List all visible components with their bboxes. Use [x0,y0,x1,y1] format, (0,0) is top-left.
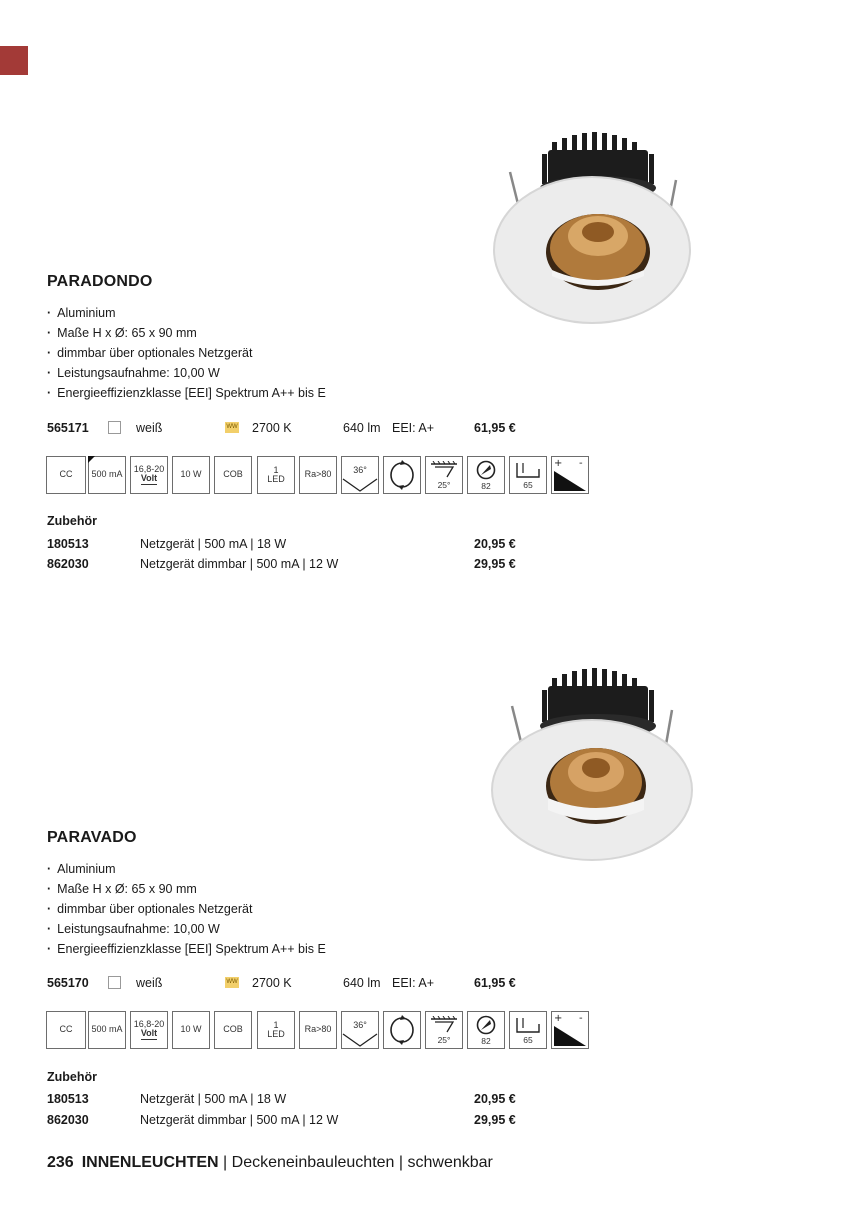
accessory-row [47,554,527,574]
tilt-label: 25° [437,479,451,490]
accessory-code: 862030 [47,557,89,571]
led-count: 1 [273,1019,279,1030]
power-label: 10 W [180,1024,202,1035]
page-footer [47,1152,493,1174]
feature-item: · Aluminium [47,859,326,879]
led-label: LED [267,1029,285,1039]
ugr-label: 82 [481,1035,491,1046]
cc-label: CC [59,469,73,480]
chip-label: COB [223,469,243,480]
color-swatch [108,421,121,434]
voltage-range: 16,8-20 [133,1018,165,1029]
power-icon [172,1011,210,1049]
ugr-icon [467,456,505,494]
feature-item: · Leistungsaufnahme: 10,00 W [47,919,326,939]
variant-row [47,418,527,438]
product-title: PARADONDO [47,273,153,290]
led-count-icon [257,456,295,494]
color-temperature: 2700 K [252,976,292,990]
luminous-flux: 640 lm [343,421,381,435]
depth-label: 65 [523,479,533,490]
accessory-description: Netzgerät | 500 mA | 18 W [140,537,287,551]
warm-white-badge: WW [225,422,239,433]
accessory-description: Netzgerät dimmbar | 500 mA | 12 W [140,557,339,571]
cri-icon [299,1011,337,1049]
beam-angle-icon [341,1011,379,1049]
luminous-flux: 640 lm [343,976,381,990]
svg-text:-: - [579,458,583,469]
depth-icon [509,1011,547,1049]
current-icon [88,456,126,494]
cob-chip-icon [214,456,252,494]
section-name: INNENLEUCHTEN [81,1154,219,1171]
depth-label: 65 [523,1034,533,1045]
energy-class: EEI: A+ [392,421,435,435]
beam-angle-icon [341,456,379,494]
product-image-paradondo [490,130,710,340]
tilt-angle-icon [425,456,463,494]
voltage-icon [130,456,168,494]
category-name: Deckeneinbauleuchten [231,1154,395,1171]
cri-label: Ra>80 [304,469,332,480]
cob-chip-icon [214,1011,252,1049]
color-temperature: 2700 K [252,421,292,435]
feature-list [47,859,326,959]
cc-label: CC [59,1024,73,1035]
svg-text:+: + [554,1013,563,1024]
feature-item: · Aluminium [47,303,326,323]
led-count: 1 [273,464,279,475]
current-label: 500 mA [91,469,123,480]
svg-text:+: + [554,458,563,469]
accessory-row [47,1089,527,1109]
depth-icon [509,456,547,494]
accessories-title: Zubehör [47,1070,97,1084]
accessory-code: 180513 [47,1092,89,1106]
chapter-tab-marker [0,46,28,75]
accessory-price: 20,95 € [474,537,516,551]
spec-icon-strip [46,1011,591,1051]
led-label: LED [267,474,285,484]
color-name: weiß [136,976,163,990]
dimming-icon [551,1011,589,1049]
price: 61,95 € [474,976,516,990]
feature-item: · Energieeffizienzklasse [EEI] Spektrum A++ bis E [47,383,326,403]
feature-list [47,303,326,403]
ugr-icon [467,1011,505,1049]
corner-mark [88,456,95,463]
voltage-unit: Volt [141,1029,157,1040]
accessory-description: Netzgerät | 500 mA | 18 W [140,1092,287,1106]
swivel-icon [383,1011,421,1049]
constant-current-icon [46,456,86,494]
accessory-code: 862030 [47,1113,89,1127]
cri-icon [299,456,337,494]
power-label: 10 W [180,469,202,480]
beam-label: 36° [353,1020,367,1031]
subcategory-name: schwenkbar [407,1154,493,1171]
dimming-icon [551,456,589,494]
color-swatch [108,976,121,989]
feature-item: · Leistungsaufnahme: 10,00 W [47,363,326,383]
svg-text:-: - [579,1013,583,1024]
cri-label: Ra>80 [304,1024,332,1035]
price: 61,95 € [474,421,516,435]
article-number: 565171 [47,421,89,435]
separator: | [394,1154,408,1171]
led-count-icon [257,1011,295,1049]
power-icon [172,456,210,494]
feature-item: · Maße H x Ø: 65 x 90 mm [47,323,326,343]
feature-item: · dimmbar über optionales Netzgerät [47,343,326,363]
voltage-range: 16,8-20 [133,463,165,474]
tilt-label: 25° [437,1034,451,1045]
ugr-label: 82 [481,480,491,491]
feature-item: · Energieeffizienzklasse [EEI] Spektrum A++ bis E [47,939,326,959]
accessory-price: 29,95 € [474,1113,516,1127]
accessory-row [47,534,527,554]
voltage-unit: Volt [141,474,157,485]
article-number: 565170 [47,976,89,990]
swivel-icon [383,456,421,494]
energy-class: EEI: A+ [392,976,435,990]
feature-item: · Maße H x Ø: 65 x 90 mm [47,879,326,899]
accessory-price: 29,95 € [474,557,516,571]
color-name: weiß [136,421,163,435]
voltage-icon [130,1011,168,1049]
beam-label: 36° [353,465,367,476]
warm-white-badge: WW [225,977,239,988]
accessory-description: Netzgerät dimmbar | 500 mA | 12 W [140,1113,339,1127]
spec-icon-strip [46,456,591,496]
variant-row [47,973,527,993]
accessory-row [47,1110,527,1130]
constant-current-icon [46,1011,86,1049]
accessories-title: Zubehör [47,514,97,528]
accessory-price: 20,95 € [474,1092,516,1106]
current-icon [88,1011,126,1049]
tilt-angle-icon [425,1011,463,1049]
separator: | [218,1154,232,1171]
product-image-paravado [488,668,708,878]
chip-label: COB [223,1024,243,1035]
accessory-code: 180513 [47,537,89,551]
feature-item: · dimmbar über optionales Netzgerät [47,899,326,919]
page-number: 236 [47,1154,74,1171]
product-title: PARAVADO [47,829,137,846]
current-label: 500 mA [91,1024,123,1035]
